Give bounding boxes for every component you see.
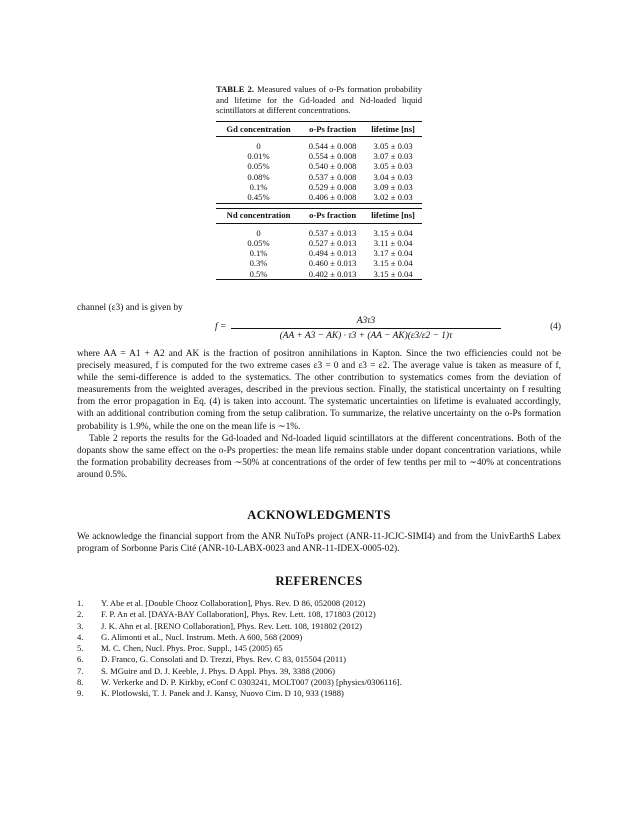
nd-spacer-cell xyxy=(301,280,364,285)
intro-line-text: channel (ε3) and is given by xyxy=(77,303,183,313)
reference-number: 7. xyxy=(77,665,84,676)
gd-table-row xyxy=(216,182,422,192)
nd-cell: 0.527 ± 0.013 xyxy=(308,237,357,248)
table-2 xyxy=(216,84,422,284)
paragraph-1: where AA = A1 + A2 and AK is the fraction of positron annihilations in Kapton. Since the two efficiencies could not be precisely measured, f is computed for the two extreme cases ε3 = 0 and ε3 = ε2. The average value is taken as measure of f, while the semi-difference is added to the systematics. The other contribution to systematics comes from the deviation of measurements from the weighted averages, described in the previous section. Finally, the statistical uncertainty on f resulting from the error propagation in Eq. (4) is taken into account. The systematic uncertainties on lifetime is evaluated accordingly, with an additional contribution coming from the setup calibration. To summarize, the relative uncertainty on the o-Ps formation probability is 1.9%, while the one on the mean life is ∼1%. xyxy=(77,349,561,432)
gd-cell: 3.07 ± 0.03 xyxy=(373,151,413,162)
gd-cell: 0.45% xyxy=(216,192,301,203)
acknowledgments-text: We acknowledge the financial support from the ANR NuToPs project (ANR-11-JCJC-SIMI4) and from the UnivEarthS Labex program of Sorbonne Paris Cité (ANR-10-LABX-0023 and ANR-11-IDEX-0005-02). xyxy=(77,532,561,555)
reference-number: 6. xyxy=(77,654,84,665)
nd-spacer-row xyxy=(216,280,422,285)
nd-cell: 0.402 ± 0.013 xyxy=(301,269,364,280)
nd-cell: 0.05% xyxy=(247,237,270,248)
nd-spacer-cell xyxy=(364,280,422,285)
gd-cell: 3.05 ± 0.03 xyxy=(373,140,413,151)
nd-header-fraction: o-Ps fraction xyxy=(301,208,364,223)
equation-fraction xyxy=(231,315,501,342)
fraction-bar xyxy=(231,328,501,329)
gd-header-fraction: o-Ps fraction xyxy=(301,121,364,136)
gd-table-section xyxy=(216,121,422,208)
reference-text: G. Alimonti et al., Nucl. Instrum. Meth. A 600, 568 (2009) xyxy=(101,631,303,642)
nd-table-row xyxy=(216,238,422,248)
gd-header-concentration: Gd concentration xyxy=(216,121,301,136)
equation-4 xyxy=(77,315,561,343)
intro-line xyxy=(77,302,561,314)
nd-cell: 3.15 ± 0.04 xyxy=(364,269,422,280)
reference-text: K. Plotlowski, T. J. Panek and J. Kansy, Nuovo Cim. D 10, 933 (1988) xyxy=(101,688,344,699)
gd-cell: 0.544 ± 0.008 xyxy=(308,140,357,151)
equation-numerator: A3τ3 xyxy=(356,316,376,326)
reference-item xyxy=(77,609,561,620)
gd-cell: 3.05 ± 0.03 xyxy=(373,161,413,172)
reference-item xyxy=(77,621,561,632)
equation-lhs: f = xyxy=(215,322,227,332)
nd-table-row xyxy=(216,248,422,258)
reference-number: 2. xyxy=(77,609,84,620)
gd-cell: 0 xyxy=(256,140,261,151)
nd-header-lifetime: lifetime [ns] xyxy=(364,208,422,223)
nd-cell: 3.17 ± 0.04 xyxy=(373,248,413,259)
reference-text: W. Verkerke and D. P. Kirkby, eConf C 0303241, MOLT007 (2003) [physics/0306116]. xyxy=(101,677,402,688)
gd-cell: 0.537 ± 0.008 xyxy=(308,171,357,182)
nd-header-concentration: Nd concentration xyxy=(216,208,301,223)
gd-table-row xyxy=(216,151,422,161)
reference-number: 1. xyxy=(77,598,84,608)
nd-table-row xyxy=(216,258,422,268)
reference-number: 3. xyxy=(77,620,84,631)
gd-cell: 0.05% xyxy=(247,161,270,172)
nd-table-row xyxy=(216,228,422,238)
acknowledgments-body xyxy=(77,531,561,555)
nd-cell: 0.494 ± 0.013 xyxy=(308,248,357,259)
references-heading: REFERENCES xyxy=(275,574,363,588)
nd-header-row xyxy=(216,208,422,223)
gd-cell: 3.02 ± 0.03 xyxy=(364,192,422,203)
gd-cell: 3.09 ± 0.03 xyxy=(373,181,413,192)
gd-header-lifetime: lifetime [ns] xyxy=(364,121,422,136)
nd-cell: 0.460 ± 0.013 xyxy=(308,258,357,269)
nd-cell: 3.15 ± 0.04 xyxy=(373,258,413,269)
gd-cell: 0.540 ± 0.008 xyxy=(308,161,357,172)
table-caption-label: TABLE 2. xyxy=(216,84,254,94)
equation-number: (4) xyxy=(550,322,561,332)
reference-item xyxy=(77,643,561,654)
results-table xyxy=(216,121,422,284)
reference-item xyxy=(77,677,561,688)
gd-cell: 0.08% xyxy=(247,171,270,182)
nd-table-row xyxy=(216,269,422,280)
gd-table-row xyxy=(216,192,422,203)
equation-denominator: (AA + A3 − AK) · τ3 + (AA − AK)(ε3/ε2 − 1)τ xyxy=(279,331,453,341)
gd-table-row xyxy=(216,161,422,171)
reference-text: M. C. Chen, Nucl. Phys. Proc. Suppl., 145 (2005) 65 xyxy=(101,643,283,654)
nd-table-section xyxy=(216,208,422,284)
gd-table-row xyxy=(216,141,422,151)
reference-list xyxy=(77,598,561,700)
gd-cell: 3.04 ± 0.03 xyxy=(373,171,413,182)
reference-item xyxy=(77,666,561,677)
table-caption xyxy=(216,84,422,116)
paragraph-2: Table 2 reports the results for the Gd-loaded and Nd-loaded liquid scintillators at the different concentrations. Both of the dopants show the same effect on the o-Ps properties: the mean life remains stable under dopant concentration variations, while the formation probability decreases from ∼50% at concentrations of the order of few tenths per mil to ∼40% at concentrations around 0.5%. xyxy=(77,433,561,480)
reference-number: 8. xyxy=(77,677,84,688)
acknowledgments-heading: ACKNOWLEDGMENTS xyxy=(247,508,391,522)
gd-cell: 0.1% xyxy=(249,181,268,192)
gd-cell: 0.01% xyxy=(247,151,270,162)
gd-table-row xyxy=(216,172,422,182)
reference-text: J. K. Ahn et al. [RENO Collaboration], Phys. Rev. Lett. 108, 191802 (2012) xyxy=(101,620,363,631)
nd-cell: 0.3% xyxy=(249,258,268,269)
reference-item xyxy=(77,688,561,699)
results-discussion xyxy=(77,348,561,481)
nd-spacer-cell xyxy=(216,280,301,285)
table-caption-text: Measured values of o-Ps formation probability and lifetime for the Gd-loaded and Nd-loaded liquid scintillators at different concentrations. xyxy=(216,84,422,116)
gd-cell: 0.529 ± 0.008 xyxy=(308,181,357,192)
reference-text: D. Franco, G. Consolati and D. Trezzi, Phys. Rev. C 83, 015504 (2011) xyxy=(101,654,346,665)
reference-number: 4. xyxy=(77,631,84,642)
nd-cell: 3.11 ± 0.04 xyxy=(373,237,413,248)
nd-cell: 0.5% xyxy=(216,269,301,280)
nd-cell: 0.537 ± 0.013 xyxy=(308,227,357,238)
nd-cell: 0 xyxy=(256,227,261,238)
reference-item xyxy=(77,598,561,609)
reference-text: F. P. An et al. [DAYA-BAY Collaboration], Phys. Rev. Lett. 108, 171803 (2012) xyxy=(101,609,376,620)
nd-cell: 3.15 ± 0.04 xyxy=(373,227,413,238)
reference-number: 5. xyxy=(77,643,84,654)
gd-cell: 0.406 ± 0.008 xyxy=(301,192,364,203)
gd-header-row xyxy=(216,121,422,136)
gd-cell: 0.554 ± 0.008 xyxy=(308,151,357,162)
reference-text: S. MGuire and D. J. Keeble, J. Phys. D Appl. Phys. 39, 3388 (2006) xyxy=(101,665,335,676)
reference-text: Y. Abe et al. [Double Chooz Collaboration], Phys. Rev. D 86, 052008 (2012) xyxy=(101,598,366,608)
reference-item xyxy=(77,632,561,643)
reference-number: 9. xyxy=(77,688,84,699)
nd-cell: 0.1% xyxy=(249,248,268,259)
reference-item xyxy=(77,654,561,665)
